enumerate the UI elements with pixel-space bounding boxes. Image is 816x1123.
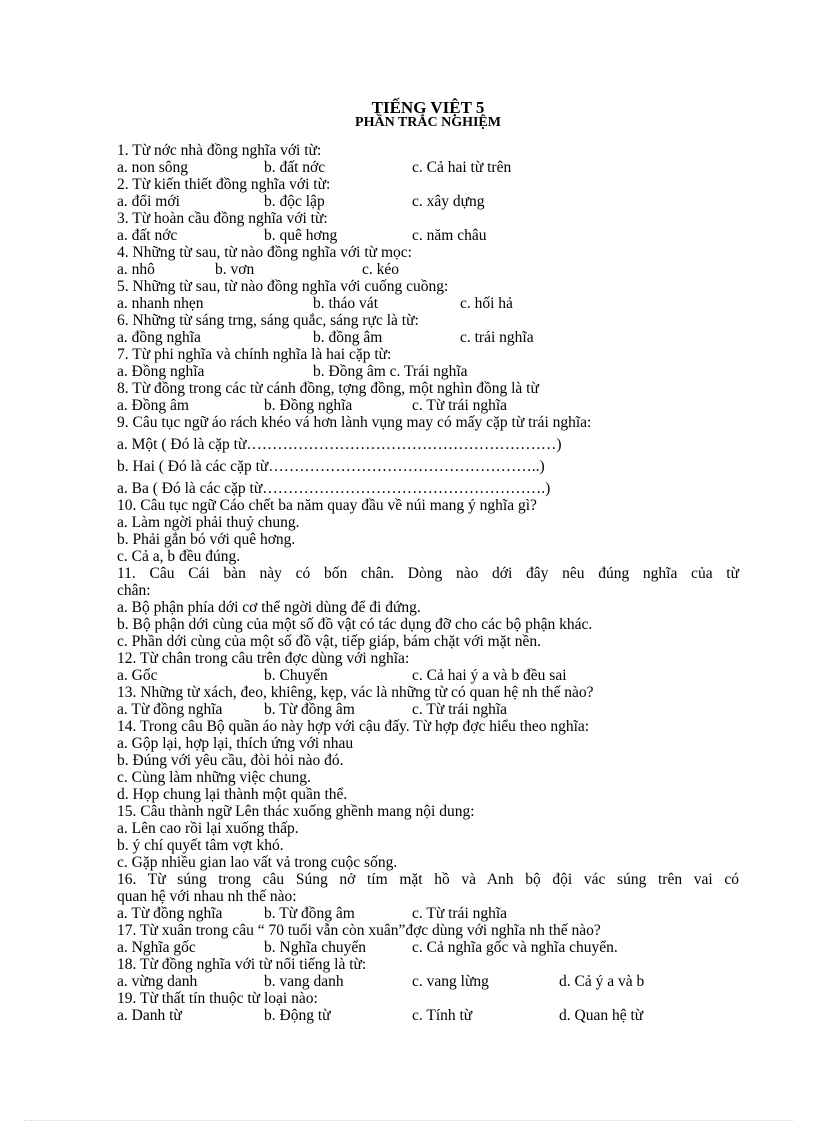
answer-option: a. đổi mới xyxy=(117,193,180,210)
answer-option: b. Đồng nghĩa xyxy=(264,397,353,414)
text-line: a. Lên cao rồi lại xuống thấp. xyxy=(117,820,299,837)
answer-option: d. Cả ý a và b xyxy=(559,973,645,990)
answer-option: c. kéo xyxy=(362,261,400,278)
answer-option: b. tháo vát xyxy=(313,295,378,312)
answer-option: a. Nghĩa gốc xyxy=(117,939,196,956)
answer-option: c. vang lừng xyxy=(412,973,489,990)
answer-option: b. Chuyển xyxy=(264,667,328,684)
page-subtitle: PHẦN TRẮC NGHIỆM xyxy=(355,115,501,130)
answer-option: b. vơn xyxy=(215,261,255,278)
answer-option: c. hối hả xyxy=(460,295,513,312)
text-line: 19. Từ thất tín thuộc từ loại nào: xyxy=(117,990,318,1007)
answer-option: c. xây dựng xyxy=(412,193,485,210)
text-line: 17. Từ xuân trong câu “ 70 tuổi vẫn còn xuân”đợc dùng với nghĩa nh thế nào? xyxy=(117,922,601,939)
answer-option: b. Từ đồng âm xyxy=(264,905,355,922)
text-line: a. Gộp lại, hợp lại, thích ứng với nhau xyxy=(117,735,354,752)
answer-option: b. Động từ xyxy=(264,1007,331,1024)
text-line: a. Làm ngời phải thuỷ chung. xyxy=(117,514,300,531)
text-line: 4. Những từ sau, từ nào đồng nghĩa với từ mọc: xyxy=(117,244,412,261)
answer-option: a. đất nớc xyxy=(117,227,178,244)
text-line: a. Ba ( Đó là các cặp từ……………………………………………….) xyxy=(117,480,551,497)
text-line: b. ý chí quyết tâm vợt khó. xyxy=(117,837,284,854)
text-line: c. Cùng làm những việc chung. xyxy=(117,769,311,786)
page-title: TIẾNG VIỆT 5 xyxy=(371,98,485,117)
text-line: 12. Từ chân trong câu trên đợc dùng với nghĩa: xyxy=(117,650,410,667)
answer-option: a. Từ đồng nghĩa xyxy=(117,905,223,922)
answer-option: a. vừng danh xyxy=(117,973,198,990)
text-line: 15. Câu thành ngữ Lên thác xuống ghềnh mang nội dung: xyxy=(117,803,475,820)
bottom-divider xyxy=(24,1120,794,1121)
answer-option: c. Từ trái nghĩa xyxy=(412,905,508,922)
answer-option: c. Cả hai từ trên xyxy=(412,159,512,176)
answer-option: c. năm châu xyxy=(412,227,487,244)
text-line: a. Bộ phận phía dới cơ thể ngời dùng để đi đứng. xyxy=(117,599,421,616)
answer-option: c. Từ trái nghĩa xyxy=(412,397,508,414)
text-line: d. Họp chung lại thành một quần thể. xyxy=(117,786,348,803)
answer-option: a. Đồng âm xyxy=(117,397,189,414)
text-line: quan hệ với nhau nh thế nào: xyxy=(117,888,297,905)
answer-option: a. Đồng nghĩa xyxy=(117,363,205,380)
text-line: b. Bộ phận dới cùng của một số đồ vật có tác dụng đỡ cho các bộ phận khác. xyxy=(117,616,593,633)
answer-option: a. Danh từ xyxy=(117,1007,182,1024)
text-line: c. Phần dới cùng của một số đồ vật, tiếp giáp, bám chặt với mặt nền. xyxy=(117,633,542,650)
text-line: 10. Câu tục ngữ Cáo chết ba năm quay đầu về núi mang ý nghĩa gì? xyxy=(117,497,537,514)
answer-option: b. vang danh xyxy=(264,973,344,990)
text-line: 8. Từ đồng trong các từ cánh đồng, tợng đồng, một nghìn đồng là từ xyxy=(117,380,539,397)
answer-option: c. Từ trái nghĩa xyxy=(412,701,508,718)
text-line: chân: xyxy=(117,582,151,599)
text-line: c. Cả a, b đều đúng. xyxy=(117,548,241,565)
text-line: 11. Câu Cái bàn này có bốn chân. Dòng nào dới đây nêu đúng nghĩa của từ xyxy=(117,565,739,582)
answer-option: b. Nghĩa chuyển xyxy=(264,939,367,956)
answer-option: b. đất nớc xyxy=(264,159,326,176)
text-line: 5. Những từ sau, từ nào đồng nghĩa với cuống cuồng: xyxy=(117,278,449,295)
answer-option: c. Cả hai ý a và b đều sai xyxy=(412,667,567,684)
text-line: 18. Từ đồng nghĩa với từ nổi tiếng là từ: xyxy=(117,956,367,973)
answer-option: a. nhanh nhẹn xyxy=(117,295,204,312)
text-line: 16. Từ súng trong câu Súng nở tím mặt hồ và Anh bộ đội vác súng trên vai có xyxy=(117,871,739,888)
text-line: 14. Trong câu Bộ quần áo này hợp với cậu đấy. Từ hợp đợc hiểu theo nghĩa: xyxy=(117,718,590,735)
answer-option: a. Từ đồng nghĩa xyxy=(117,701,223,718)
answer-option: b. độc lập xyxy=(264,193,325,210)
answer-option: b. Từ đồng âm xyxy=(264,701,355,718)
text-line: 6. Những từ sáng trng, sáng quắc, sáng rực là từ: xyxy=(117,312,419,329)
answer-option: b. quê hơng xyxy=(264,227,338,244)
text-line: 2. Từ kiến thiết đồng nghĩa với từ: xyxy=(117,176,331,193)
text-line: 3. Từ hoàn cầu đồng nghĩa với từ: xyxy=(117,210,328,227)
text-line: 1. Từ nớc nhà đồng nghĩa với từ: xyxy=(117,142,322,159)
answer-option: a. non sông xyxy=(117,159,189,176)
text-line: c. Gặp nhiều gian lao vất vả trong cuộc sống. xyxy=(117,854,398,871)
answer-option: a. Gốc xyxy=(117,667,158,684)
answer-option: a. đồng nghĩa xyxy=(117,329,201,346)
answer-option: b. đồng âm xyxy=(313,329,383,346)
text-line: a. Một ( Đó là cặp từ……………………………………………………) xyxy=(117,436,562,453)
answer-option: c. trái nghĩa xyxy=(460,329,534,346)
text-line: b. Hai ( Đó là các cặp từ……………………………………………..) xyxy=(117,458,545,475)
text-line: 7. Từ phi nghĩa và chính nghĩa là hai cặp từ: xyxy=(117,346,392,363)
answer-option: d. Quan hệ từ xyxy=(559,1007,644,1024)
text-line: 9. Câu tục ngữ áo rách khéo vá hơn lành vụng may có mấy cặp từ trái nghĩa: xyxy=(117,414,592,431)
answer-option: c. Tính từ xyxy=(412,1007,473,1024)
answer-option: b. Đồng âm c. Trái nghĩa xyxy=(313,363,468,380)
text-line: b. Phải gắn bó với quê hơng. xyxy=(117,531,296,548)
text-line: b. Đúng với yêu cầu, đòi hỏi nào đó. xyxy=(117,752,344,769)
answer-option: c. Cả nghĩa gốc và nghĩa chuyển. xyxy=(412,939,618,956)
text-line: 13. Những từ xách, đeo, khiêng, kẹp, vác là những từ có quan hệ nh thế nào? xyxy=(117,684,594,701)
answer-option: a. nhô xyxy=(117,261,155,278)
